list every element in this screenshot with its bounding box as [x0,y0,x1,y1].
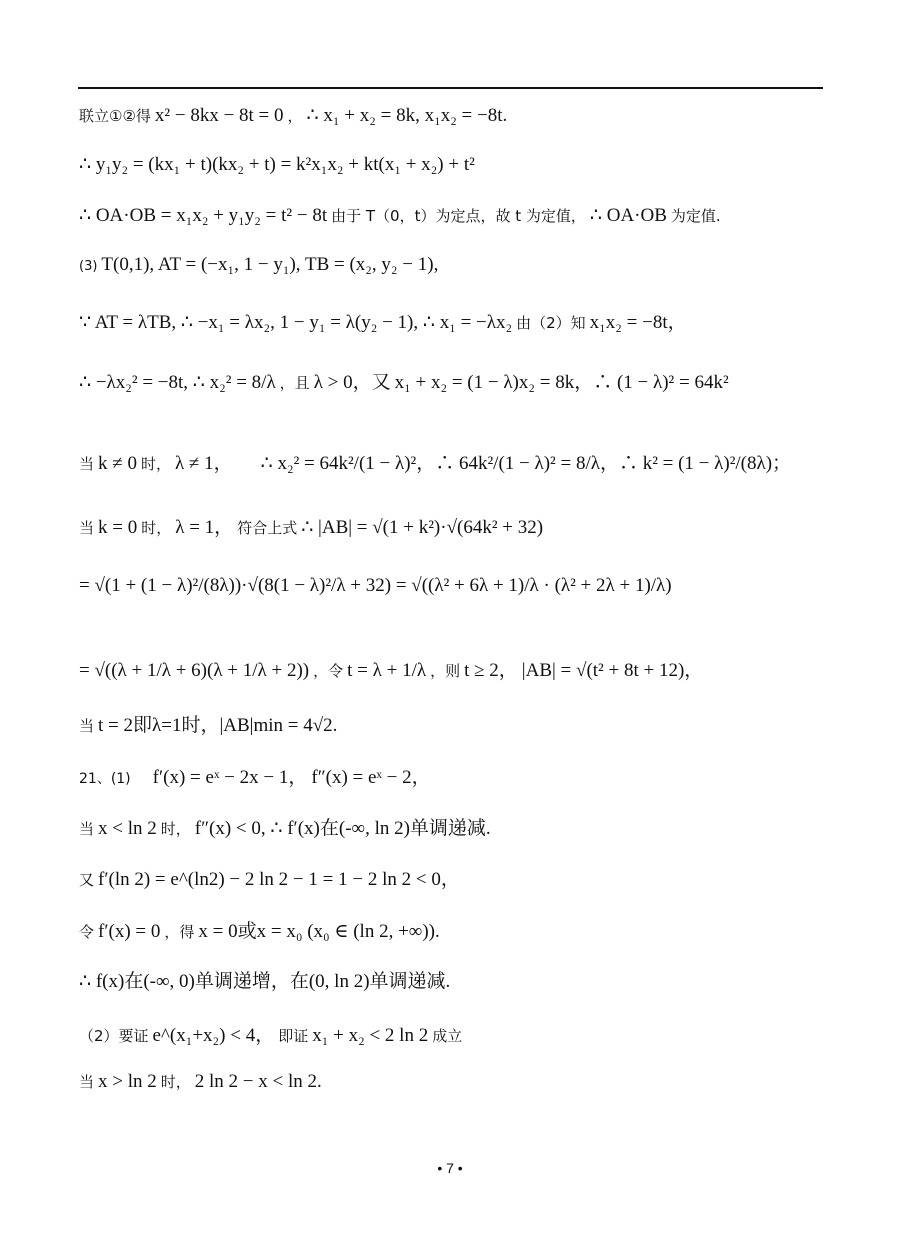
equation: λ ≠ 1， [174,453,233,474]
text: 符合上式 [237,519,298,537]
line-13 [79,813,491,840]
line-14 [79,864,460,891]
equation: t ≥ 2， [464,660,518,681]
text: 令 [79,923,95,941]
equation: x > ln 2 [98,1071,157,1092]
line-8 [79,512,543,539]
equation: f′(ln 2) = e^(ln2) − 2 ln 2 − 1 = 1 − 2 ln 2 < 0， [98,869,460,890]
header-rule [78,87,823,89]
line-10 [79,655,703,682]
line-12 [79,762,431,789]
equation: f′(x) = eˣ − 2x − 1， [152,767,308,788]
text: ，且 [279,374,310,392]
equation: = √(1 + (1 − λ)²/(8λ))·√(8(1 − λ)²/λ + 32) = √((λ² + 6λ + 1)/λ · (λ² + 2λ + 1)/λ) [79,575,672,596]
equation: f′(x) = 0 [98,921,161,942]
text: 又 [79,871,95,889]
text: 即证 [278,1027,309,1045]
text: 成立 [432,1027,463,1045]
line-16 [79,966,450,993]
equation: ∴ f(x)在(-∞, 0)单调递增，在(0, ln 2)单调递减. [79,971,451,992]
text: 为定值. [670,207,721,225]
text: 21、(1) [79,771,131,787]
equation: x < ln 2 [98,818,157,839]
equation: |AB| = √(t² + 8t + 12)， [521,660,704,681]
text: 当 [79,519,95,537]
equation: = √((λ + 1/λ + 6)(λ + 1/λ + 2)) [79,660,310,681]
line-15 [79,916,440,943]
text: 当 [79,820,95,838]
equation: f″(x) = eˣ − 2， [311,767,431,788]
equation: ∴ OA·OB [589,205,667,226]
equation: e^(x₁+x₂) < 4， [152,1025,275,1046]
equation: ∴ |AB| = √(1 + k²)·√(64k² + 32) [301,517,544,538]
text: 时， [141,519,172,537]
text: ， [287,107,303,125]
line-2 [79,153,475,176]
text: 由（2）知 [516,314,586,332]
text: 时， [160,820,191,838]
text: 联立①②得 [79,107,151,125]
equation: λ > 0，又 [313,372,391,393]
equation: t = λ + 1/λ [347,660,427,681]
text: 由于 T（0，t）为定点，故 t 为定值， [331,207,586,225]
text: ，得 [164,923,195,941]
line-18 [79,1071,322,1093]
text: 时， [140,455,171,473]
text: (3) [79,259,98,274]
equation: T(0,1), AT = (−x₁, 1 − y₁), TB = (x₂, y₂ − 1), [101,254,439,275]
equation: ∴ x₂² = 64k²/(1 − λ)²，∴ 64k²/(1 − λ)² = 8/λ，∴ k² = (1 − λ)²/(8λ)； [260,453,792,474]
equation: t = 2即λ=1时，|AB|min = 4√2. [98,715,338,736]
line-11 [79,710,337,737]
equation: λ = 1， [175,517,234,538]
line-7 [79,448,791,475]
text: 时， [160,1073,191,1091]
page-number: • 7 • [437,1160,463,1176]
line-1 [79,104,507,127]
equation: x₁x₂ = −8t， [589,312,687,333]
text: 当 [79,455,95,473]
equation: ∴ −λx₂² = −8t, ∴ x₂² = 8/λ [79,372,276,393]
equation: 2 ln 2 − x < ln 2. [194,1071,322,1092]
equation: x₁ + x₂ < 2 ln 2 [312,1025,429,1046]
equation: ∴ y₁y₂ = (kx₁ + t)(kx₂ + t) = k²x₁x₂ + kt(x₁ + x₂) + t² [79,154,475,175]
equation: ∴ x₁ + x₂ = 8k, x₁x₂ = −8t. [306,105,508,126]
equation: f″(x) < 0, ∴ f′(x)在(-∞, ln 2)单调递减. [194,818,491,839]
line-4 [79,254,438,276]
line-17 [79,1020,462,1047]
equation: x² − 8kx − 8t = 0 [154,105,284,126]
equation: x = 0或x = x₀ (x₀ ∈ (ln 2, +∞)). [198,921,440,942]
line-9 [79,575,672,597]
text: ，令 [313,662,344,680]
equation: x₁ + x₂ = (1 − λ)x₂ = 8k，∴ (1 − λ)² = 64k² [394,372,729,393]
line-5 [79,307,687,334]
line-6 [79,367,729,394]
text: （2）要证 [79,1027,149,1045]
equation: ∵ AT = λTB, ∴ −x₁ = λx₂, 1 − y₁ = λ(y₂ − 1), ∴ x₁ = −λx₂ [79,312,513,333]
line-3 [79,204,721,227]
text: 当 [79,717,95,735]
equation: ∴ OA·OB = x₁x₂ + y₁y₂ = t² − 8t [79,205,328,226]
text: ，则 [430,662,461,680]
text: 当 [79,1073,95,1091]
equation: k ≠ 0 [98,453,137,474]
equation: k = 0 [98,517,138,538]
